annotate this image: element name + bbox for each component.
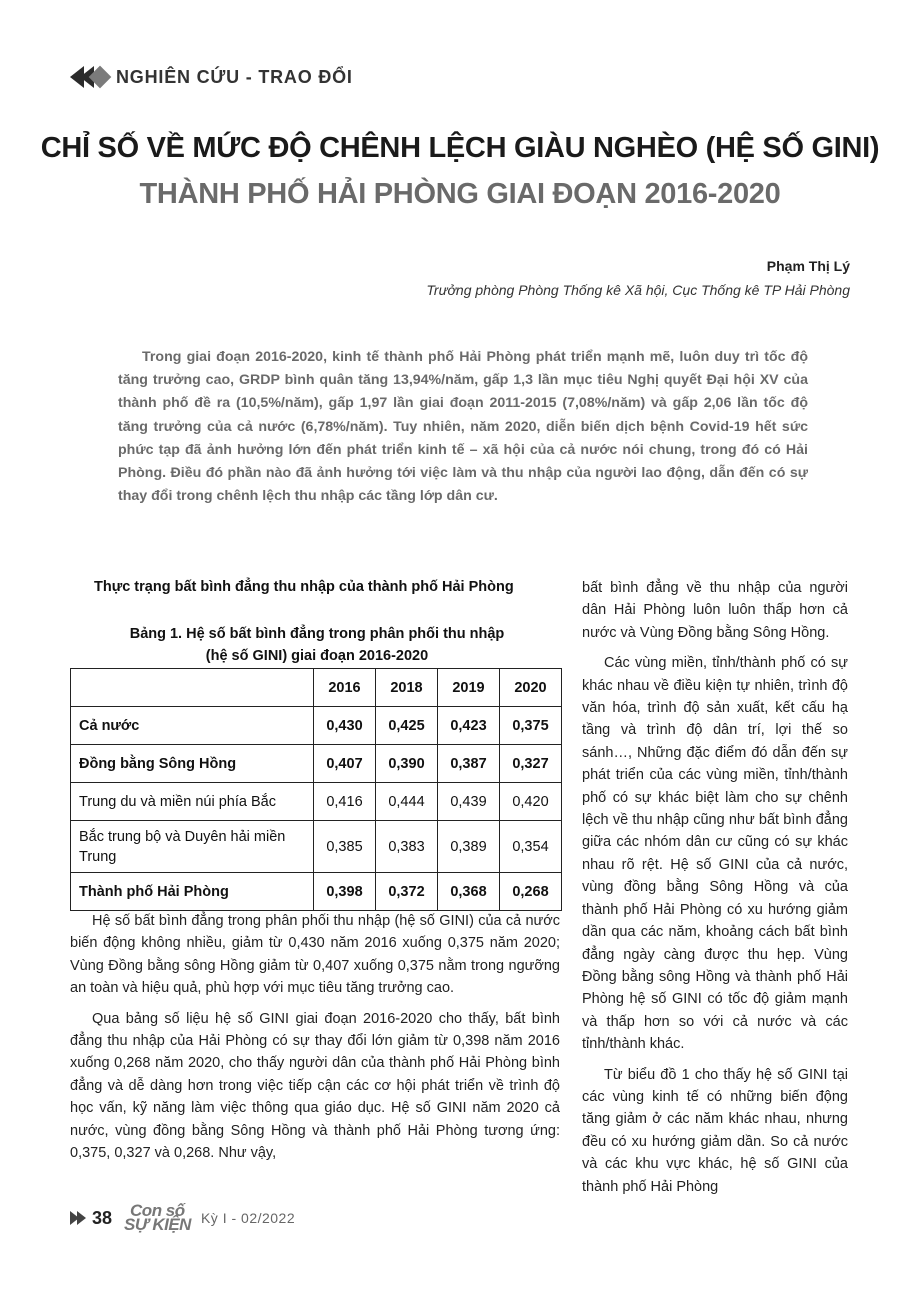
row-label: Bắc trung bộ và Duyên hải miền Trung bbox=[71, 821, 314, 873]
abstract: Trong giai đoạn 2016-2020, kinh tế thành phố Hải Phòng phát triển mạnh mẽ, luôn duy trì tốc độ tăng trưởng cao, GRDP bình quân tăng 13,94%/năm, gấp 1,3 lần mục tiêu Nghị quyết Đại hội XV của thành phố đề ra (10,5%/năm), gấp 1,97 lần giai đoạn 2011-2015 (7,08%/năm) và gấp 2,06 lần tốc độ tăng trưởng của cả nước (6,78%/năm). Tuy nhiên, năm 2020, diễn biến dịch bệnh Covid-19 hết sức phức tạp đã ảnh hưởng lớn đến phát triển kinh tế – xã hội của cả nước nói chung, trong đó có Hải Phòng. Điều đó phần nào đã ảnh hưởng tới việc làm và thu nhập của người lao động, dẫn đến có sự thay đổi trong chênh lệch thu nhập các tầng lớp dân cư. bbox=[118, 349, 808, 505]
body-column-left bbox=[70, 910, 560, 1172]
table-header-empty bbox=[71, 669, 314, 707]
table-row bbox=[71, 707, 562, 745]
cell-value: 0,430 bbox=[314, 707, 376, 745]
table-header-year: 2020 bbox=[500, 669, 562, 707]
body-paragraph: Qua bảng số liệu hệ số GINI giai đoạn 2016-2020 cho thấy, bất bình đẳng thu nhập của Hải Phòng có sự thay đổi lớn giảm từ 0,398 năm 2016 xuống 0,268 năm 2020, cho thấy người dân của thành phố Hải Phòng bình đẳng và dễ dàng hơn trong việc tiếp cận các cơ hội phát triển về trình độ học vấn, kỹ năng làm việc thông qua giáo dục. Hệ số GINI năm 2020 cả nước, vùng đồng bằng Sông Hồng và thành phố Hải Phòng tương ứng: 0,375, 0,327 và 0,268. Như vậy, bbox=[70, 1010, 560, 1162]
cell-value: 0,385 bbox=[314, 821, 376, 873]
table-header-year: 2018 bbox=[376, 669, 438, 707]
cell-value: 0,444 bbox=[376, 783, 438, 821]
cell-value: 0,354 bbox=[500, 821, 562, 873]
section-subheading: Thực trạng bất bình đẳng thu nhập của thành phố Hải Phòng bbox=[94, 579, 514, 595]
page-number: 38 bbox=[92, 1207, 113, 1228]
logo-line1: Con số bbox=[130, 1201, 185, 1220]
cell-value: 0,327 bbox=[500, 745, 562, 783]
table-caption bbox=[72, 623, 562, 667]
author-affiliation: Trưởng phòng Phòng Thống kê Xã hội, Cục Thống kê TP Hải Phòng bbox=[426, 282, 850, 298]
table-caption-line1: Bảng 1. Hệ số bất bình đẳng trong phân phối thu nhập bbox=[129, 626, 505, 642]
gini-table bbox=[70, 668, 562, 911]
cell-value: 0,398 bbox=[314, 873, 376, 911]
article-title-line1: CHỈ SỐ VỀ MỨC ĐỘ CHÊNH LỆCH GIÀU NGHÈO (HỆ SỐ GINI) bbox=[40, 132, 880, 164]
magazine-logo bbox=[124, 1201, 191, 1234]
row-label: Đồng bằng Sông Hồng bbox=[71, 745, 314, 783]
page-footer bbox=[70, 1203, 295, 1233]
cell-value: 0,372 bbox=[376, 873, 438, 911]
table-row bbox=[71, 821, 562, 873]
cell-value: 0,390 bbox=[376, 745, 438, 783]
cell-value: 0,389 bbox=[438, 821, 500, 873]
cell-value: 0,439 bbox=[438, 783, 500, 821]
table-row bbox=[71, 783, 562, 821]
table-row bbox=[71, 873, 562, 911]
body-column-right bbox=[582, 577, 848, 1206]
double-arrow-icon bbox=[70, 1211, 84, 1225]
cell-value: 0,368 bbox=[438, 873, 500, 911]
table-row bbox=[71, 745, 562, 783]
chevron-left-icon bbox=[70, 66, 108, 88]
body-paragraph: bất bình đẳng về thu nhập của người dân Hải Phòng luôn luôn thấp hơn cả nước và Vùng Đồng bằng Sông Hồng. bbox=[582, 580, 848, 641]
section-label: NGHIÊN CỨU - TRAO ĐỔI bbox=[116, 66, 353, 87]
row-label: Thành phố Hải Phòng bbox=[71, 873, 314, 911]
logo-line2: SỰ KIỆN bbox=[124, 1215, 191, 1234]
row-label: Trung du và miền núi phía Bắc bbox=[71, 783, 314, 821]
cell-value: 0,425 bbox=[376, 707, 438, 745]
row-label: Cả nước bbox=[71, 707, 314, 745]
cell-value: 0,423 bbox=[438, 707, 500, 745]
cell-value: 0,407 bbox=[314, 745, 376, 783]
cell-value: 0,383 bbox=[376, 821, 438, 873]
cell-value: 0,375 bbox=[500, 707, 562, 745]
section-header bbox=[70, 62, 353, 92]
cell-value: 0,387 bbox=[438, 745, 500, 783]
author-name: Phạm Thị Lý bbox=[766, 258, 850, 274]
table-caption-line2: (hệ số GINI) giai đoạn 2016-2020 bbox=[205, 648, 429, 664]
cell-value: 0,268 bbox=[500, 873, 562, 911]
body-paragraph: Từ biểu đồ 1 cho thấy hệ số GINI tại các vùng kinh tế có những biến động tăng giảm ở các năm khác nhau, nhưng đều có xu hướng giảm dần. So cả nước và các khu vực khác, hệ số GINI của thành phố Hải Phòng bbox=[582, 1066, 848, 1195]
body-paragraph: Hệ số bất bình đẳng trong phân phối thu nhập (hệ số GINI) của cả nước biến động không nhiều, giảm từ 0,430 năm 2016 xuống 0,375 năm 2020; Vùng Đồng bằng sông Hồng giảm từ 0,407 xuống 0,375 nằm trong ngưỡng an toàn và hiệu quả, phù hợp với mục tiêu tăng trưởng cao. bbox=[70, 913, 560, 997]
body-paragraph: Các vùng miền, tỉnh/thành phố có sự khác nhau về điều kiện tự nhiên, trình độ văn hóa, trình độ sản xuất, kết cấu hạ tầng và trình độ dân trí, lợi thế so sánh…, Những đặc điểm đó dẫn đến sự phát triển của các vùng miền, tỉnh/thành phố có sự khác biệt làm cho sự chênh lệch về thu nhập cũng như bất bình đẳng giữa các nhóm dân cư cũng có sự khác nhau rõ rệt. Hệ số GINI của cả nước, vùng đồng bằng Sông Hồng và của thành phố Hải Phòng có xu hướng giảm dần qua các năm, khoảng cách bất bình đẳng ngày càng được thu hẹp. Vùng Đồng bằng sông Hồng và thành phố Hải Phòng hệ số GINI có tốc độ giảm mạnh và thấp hơn so với cả nước và các tỉnh/thành khác. bbox=[582, 655, 848, 1053]
table-header-year: 2016 bbox=[314, 669, 376, 707]
table-header-year: 2019 bbox=[438, 669, 500, 707]
cell-value: 0,420 bbox=[500, 783, 562, 821]
issue-label: Kỳ I - 02/2022 bbox=[200, 1210, 296, 1226]
table-header-row bbox=[71, 669, 562, 707]
article-title-line2: THÀNH PHỐ HẢI PHÒNG GIAI ĐOẠN 2016-2020 bbox=[139, 178, 781, 210]
cell-value: 0,416 bbox=[314, 783, 376, 821]
